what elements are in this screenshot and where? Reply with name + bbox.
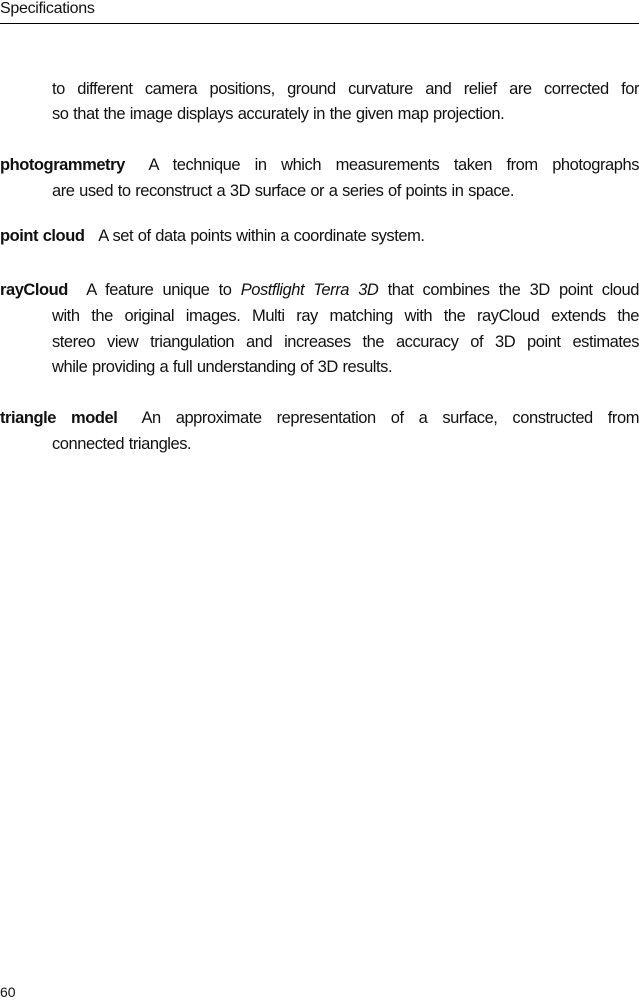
page-number: 60 [0, 984, 16, 1000]
body-line: with the original images. Multi ray matching with the rayCloud extends the [52, 307, 639, 325]
definition-text: A technique in which measurements taken from photographs [148, 156, 639, 174]
definition-text: that combines the 3D point cloud [378, 281, 639, 299]
body-line: to different camera positions, ground curvature and relief are corrected for [52, 80, 639, 98]
definition-text: A feature unique to [86, 281, 241, 299]
glossary-term: photogrammetry [0, 156, 125, 174]
definition-text: A set of data points within a coordinate system. [98, 227, 425, 245]
glossary-term: triangle model [0, 409, 118, 427]
body-line: while providing a full understanding of 3D results. [52, 358, 393, 376]
body-line: so that the image displays accurately in the given map projection. [52, 105, 505, 123]
product-name: Postflight Terra 3D [240, 281, 379, 299]
body-line: are used to reconstruct a 3D surface or a series of points in space. [52, 182, 514, 200]
glossary-entry-triangle-model [0, 407, 639, 429]
glossary-term: rayCloud [0, 281, 68, 299]
glossary-entry-raycloud [0, 279, 639, 301]
header-rule [0, 23, 639, 24]
glossary-term: point cloud [0, 227, 85, 245]
glossary-entry-photogrammetry [0, 154, 639, 176]
running-header: Specifications [0, 0, 95, 17]
body-line: connected triangles. [52, 435, 192, 453]
glossary-entry-point-cloud [0, 225, 425, 247]
body-line: stereo view triangulation and increases the accuracy of 3D point estimates [52, 333, 639, 351]
definition-text: An approximate representation of a surface, constructed from [141, 409, 639, 427]
